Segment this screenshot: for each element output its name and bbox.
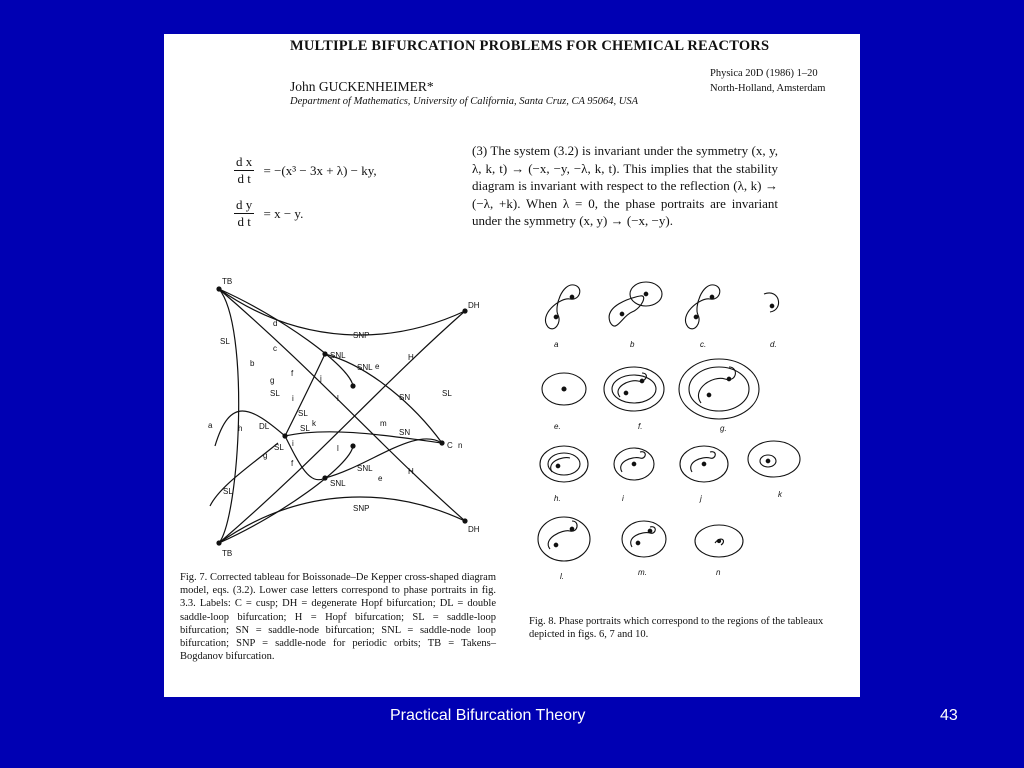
point-cusp [439,440,444,445]
fig7-label: SL [298,409,308,418]
fig7-label: h [238,424,243,433]
point-dh-bottom [462,518,467,523]
point-snl-upper [350,383,355,388]
fig8-labels [554,340,783,581]
fig7-label: SN [399,428,411,437]
fig7-curves [210,289,465,543]
portrait-f [604,367,664,411]
fig7-label: SL [274,443,284,452]
point-dh-top [462,308,467,313]
curve-snp-top [219,289,465,335]
fig7-bifurcation-diagram [190,266,490,566]
fig8-phase-portraits [534,279,844,589]
fraction-denominator: d t [237,214,251,229]
fig7-label: SNP [353,504,370,513]
fig8-label: c. [700,340,707,349]
fig7-labels [208,277,480,558]
portrait-n [695,525,743,557]
paper-scan [164,34,860,697]
fig8-portraits [538,282,800,561]
portrait-e [542,373,586,405]
fig8-label: l. [560,572,564,581]
fig7-label: i [292,439,294,448]
equation-rhs: = x − y. [263,205,304,221]
portrait-d [764,293,779,312]
fig7-label: SL [300,424,310,433]
paper-affiliation: Department of Mathematics, University of California, Santa Cruz, CA 95064, USA [290,96,639,107]
fig8-label: e. [554,422,561,431]
fig7-label: SNL [357,363,373,372]
fig7-label: f [291,459,294,468]
curve-loop-left [215,411,285,446]
fig7-label: g [270,376,275,385]
fig7-label: l [337,394,339,403]
fig8-label: h. [554,494,561,503]
fig8-label: f. [638,422,643,431]
curve-inner-3 [285,432,442,443]
portrait-j [680,446,728,482]
paper-author: John GUCKENHEIMER* [290,79,434,94]
portrait-k [748,441,800,477]
fraction-dy-dt [234,197,254,230]
journal-citation: Physica 20D (1986) 1–20 [710,68,818,79]
fig7-points [216,286,467,545]
fig7-label: g [263,451,268,460]
fraction-dx-dt [234,154,254,187]
fig7-label: DL [259,422,270,431]
fig7-label: SL [220,337,230,346]
equation-dy-dt [234,197,303,230]
point-snl-bottom [322,475,327,480]
portrait-g [679,359,759,419]
fig8-label: j [700,494,702,503]
fig7-label: SNL [330,479,346,488]
fig7-label: SL [270,389,280,398]
point-dl [282,433,287,438]
fraction-numerator: d x [236,154,253,169]
fig7-label: SNL [357,464,373,473]
equation-dx-dt [234,154,377,187]
fig8-label: g. [720,424,727,433]
fig8-label: i [622,494,624,503]
fig7-label: a [208,421,213,430]
fig7-label: DH [468,301,480,310]
fig8-label: m. [638,568,647,577]
portrait-a [545,285,579,329]
fig7-label: TB [222,549,233,558]
fig7-label: j [320,374,322,383]
fig8-label: a [554,340,559,349]
fig7-label: m [380,419,387,428]
curve-sl-arc-bottom [219,446,353,543]
fraction-denominator: d t [237,171,251,186]
fig8-label: n [716,568,721,577]
fig7-label: k [312,419,316,428]
fig7-label: H [408,353,414,362]
portrait-b [609,282,662,326]
point-snl-top [322,351,327,356]
curve-tb-left [219,289,239,543]
point-tb-top [216,286,221,291]
fig8-label: d. [770,340,777,349]
slide-number: 43 [940,707,958,724]
curve-diag-up [219,311,465,543]
fig7-label: SN [399,393,411,402]
fig8-caption: Fig. 8. Phase portraits which correspond to the regions of the tableaux depicted in figs. 6, 7 and 10. [529,616,824,641]
fig7-label: SL [223,487,233,496]
fraction-numerator: d y [236,197,253,212]
fig7-label: i [292,394,294,403]
portrait-l [538,517,590,561]
fig7-label: SL [442,389,452,398]
fig7-caption: Fig. 7. Corrected tableau for Boissonade–De Kepper cross-shaped diagram model, eqs. (3.2). Lower case letters correspond to phase portraits in fig. 3.3. Labels: C = cusp; DH = degenerate Hopf bifurcation; DL = double saddle-loop bifurcation; H = Hopf bifurcation; SL = saddle-loop bifurcation; SN = saddle-node bifurcation; SNL = saddle-node loop bifurcation; SNP = saddle-node for periodic orbits; TB = Takens–Bogdanov bifurcation. [180,572,496,663]
point-snl-lower [350,443,355,448]
portrait-m [622,521,666,557]
fig7-label: l [337,444,339,453]
symmetry-paragraph: (3) The system (3.2) is invariant under the symmetry (x, y, λ, k, t) → (−x, −y, −λ, k, t). This implies that the stability diagram is invariant with respect to the reflection (λ, k) → (−λ, +k). When λ = 0, the phase portraits are invariant under the symmetry (x, y) → (−x, −y). [472,143,778,228]
fig7-label: TB [222,277,233,286]
fig7-label: n [458,441,463,450]
point-tb-bottom [216,540,221,545]
curve-snp-bottom [219,497,465,543]
portrait-i [614,448,654,480]
portrait-h [540,446,588,482]
fig7-label: f [291,369,294,378]
fig7-label: c [273,344,277,353]
fig7-label: e [378,474,383,483]
equation-rhs: = −(x³ − 3x + λ) − ky, [263,162,377,178]
fig8-label: b [630,340,635,349]
fig7-label: C [447,441,453,450]
fig7-label: H [408,467,414,476]
fig7-label: SNL [330,351,346,360]
fig7-label: SNP [353,331,370,340]
slide-title: Practical Bifurcation Theory [390,707,586,724]
fig7-label: d [273,319,278,328]
portrait-c [685,285,719,329]
curve-inner-2 [285,436,325,480]
fig7-label: DH [468,525,480,534]
curve-dl-left [210,443,278,506]
curve-h-top [325,354,442,443]
journal-publisher: North-Holland, Amsterdam [710,83,826,94]
paper-title: MULTIPLE BIFURCATION PROBLEMS FOR CHEMICAL REACTORS [290,38,770,54]
fig8-label: k [778,490,782,499]
fig7-label: b [250,359,255,368]
curve-sl-arc-top [219,289,353,386]
fig7-label: e [375,362,380,371]
